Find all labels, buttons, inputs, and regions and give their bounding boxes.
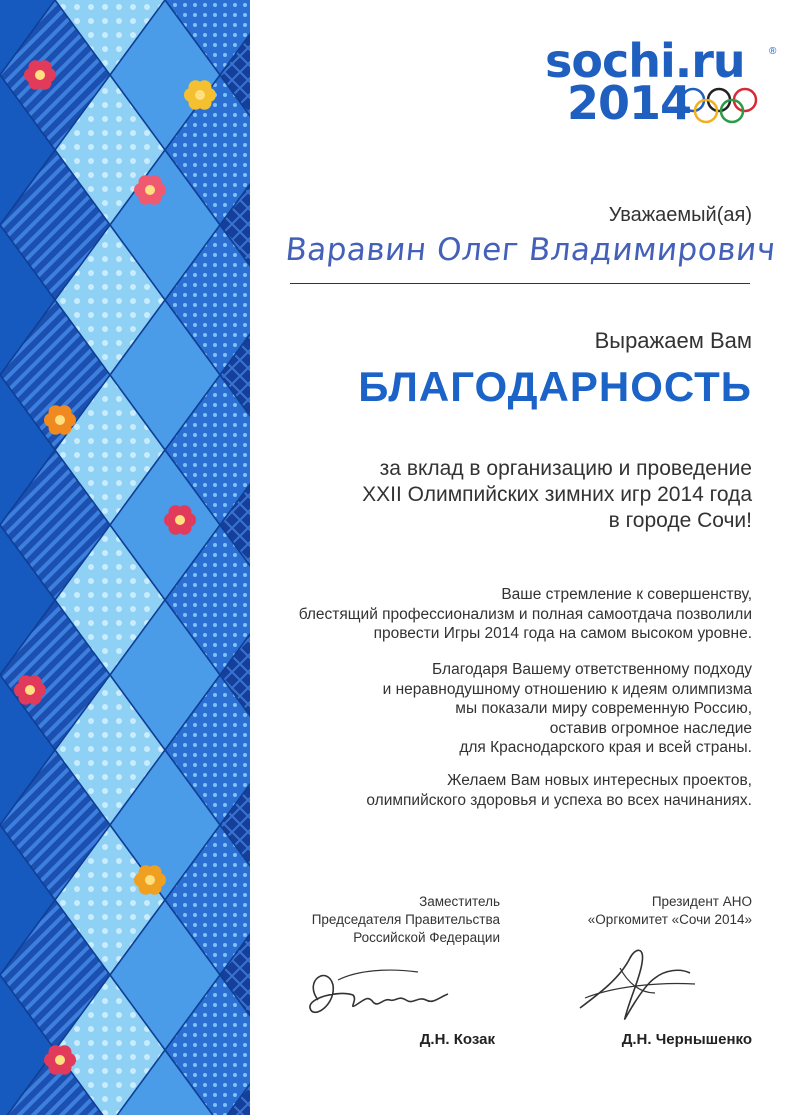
patchwork-pattern xyxy=(0,0,250,1115)
paragraph-line: для Краснодарского края и всей страны. xyxy=(459,739,752,756)
paragraph-line: Ваше стремление к совершенству, xyxy=(501,586,752,603)
greeting: Уважаемый(ая) xyxy=(608,204,752,226)
contribution-line: за вклад в организацию и проведение xyxy=(379,457,752,480)
contribution-line: XXII Олимпийских зимних игр 2014 года xyxy=(362,483,752,506)
title-line: Председателя Правительства xyxy=(311,912,500,927)
signatory-name-chernyshenko: Д.Н. Чернышенко xyxy=(621,1031,752,1048)
title-line: Российской Федерации xyxy=(353,930,500,945)
paragraph-line: блестящий профессионализм и полная самоотдача позволили xyxy=(298,605,752,623)
paragraph-excellence xyxy=(292,585,752,644)
paragraph-line: олимпийского здоровья и успеха во всех начинаниях. xyxy=(366,791,752,809)
signatory-name-kozak: Д.Н. Козак xyxy=(419,1031,495,1048)
contribution-line: в городе Сочи! xyxy=(608,509,752,532)
paragraph-line: Благодаря Вашему ответственному подходу xyxy=(432,661,752,678)
logo-text-2014: 2014 xyxy=(567,76,692,130)
signature-chernyshenko xyxy=(570,938,700,1028)
decorative-patchwork-band xyxy=(0,0,250,1115)
name-underline xyxy=(290,283,750,284)
paragraph-line: провести Игры 2014 года на самом высоком уровне. xyxy=(373,625,752,642)
sochi-2014-logo xyxy=(545,34,785,130)
paragraph-line: Желаем Вам новых интересных проектов, xyxy=(447,772,752,789)
paragraph-wishes xyxy=(292,771,752,810)
intro-line: Выражаем Вам xyxy=(594,328,752,353)
paragraph-legacy xyxy=(292,660,752,758)
registered-mark: ® xyxy=(769,46,777,57)
paragraph-line: мы показали миру современную Россию, xyxy=(455,700,752,717)
logo-text-sochi-ru: sochi.ru xyxy=(545,34,745,88)
signature-kozak xyxy=(298,960,468,1030)
signatory-title-chernyshenko xyxy=(552,893,752,929)
signatory-title-kozak xyxy=(260,893,500,947)
contribution-text xyxy=(232,456,752,534)
title-line: «Оргкомитет «Сочи 2014» xyxy=(587,912,752,927)
paragraph-line: оставив огромное наследие xyxy=(549,719,752,737)
headline-gratitude: БЛАГОДАРНОСТЬ xyxy=(358,363,752,410)
title-line: Заместитель xyxy=(419,894,500,909)
title-line: Президент АНО xyxy=(651,894,752,909)
paragraph-line: и неравнодушному отношению к идеям олимпизма xyxy=(382,680,752,698)
olympic-rings-icon xyxy=(675,84,785,126)
recipient-name-handwritten: Варавин Олег Владимирович xyxy=(283,232,778,268)
